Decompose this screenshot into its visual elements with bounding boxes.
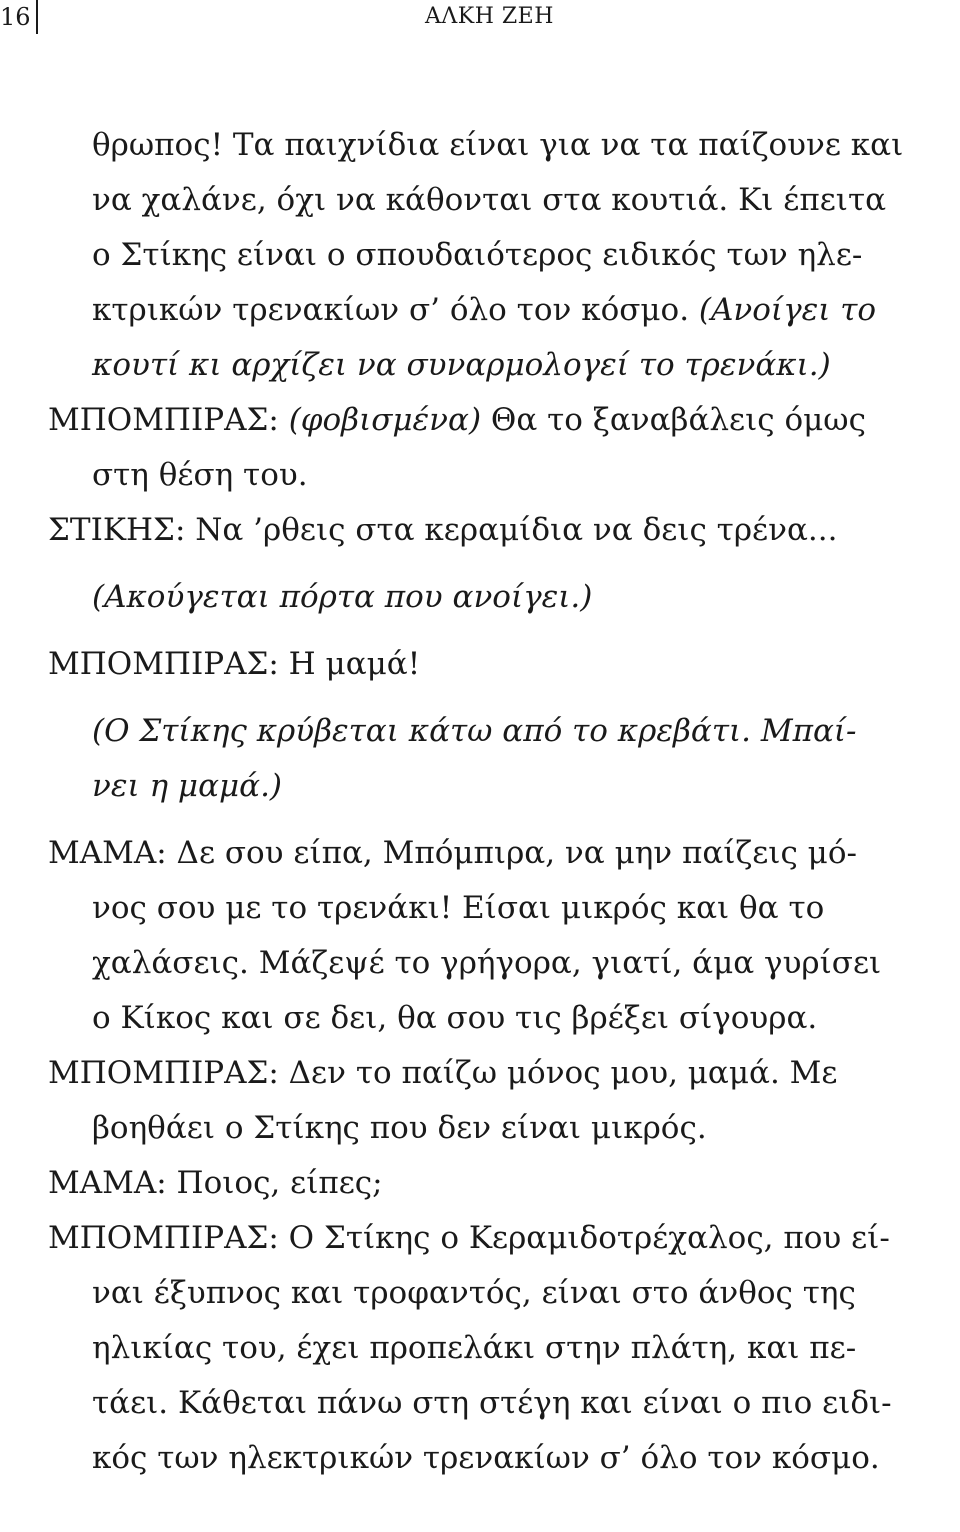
text-line: ο Κίκος και σε δει, θα σου τις βρέξει σίγουρα. [92,1000,818,1036]
text-line: βοηθάει ο Στίκης που δεν είναι μικρός. [92,1110,707,1146]
text-line: ηλικίας του, έχει προπελάκι στην πλάτη, και πε- [92,1330,857,1366]
stage-direction: (Ανοίγει το [698,292,877,328]
stage-direction: (φοβισμένα) [288,402,482,438]
page-number: 16 [0,3,31,31]
text-line [48,283,953,338]
running-title: ΑΛΚΗ ΖΕΗ [425,4,554,29]
page-body [48,118,953,1486]
text-line: τάει. Κάθεται πάνω στη στέγη και είναι ο πιο ειδι- [92,1385,892,1421]
stage-direction: (Ακούγεται πόρτα που ανοίγει.) [92,579,593,615]
text-line: ΜΠΟΜΠΙΡΑΣ: Ο Στίκης ο Κεραμιδοτρέχαλος, που εί- [48,1220,890,1256]
stage-direction: κουτί κι αρχίζει να συναρμολογεί το τρενάκι.) [92,347,831,383]
header-divider [36,0,38,34]
stage-direction: (Ο Στίκης κρύβεται κάτω από το κρεβάτι. Μπαί- [92,713,857,749]
text-line: θρωπος! Τα παιχνίδια είναι για να τα παίζουνε και [92,127,904,163]
text-line [48,393,953,448]
speaker-name: ΜΠΟΜΠΙΡΑΣ: [48,402,289,438]
text-line: ΜΠΟΜΠΙΡΑΣ: Δεν το παίζω μόνος μου, μαμά. Με [48,1055,838,1091]
text-line: ο Στίκης είναι ο σπουδαιότερος ειδικός των ηλε- [92,237,863,273]
text-line: να χαλάνε, όχι να κάθονται στα κουτιά. Κι έπειτα [92,182,887,218]
dialogue-text: Θα το ξαναβάλεις όμως [481,402,866,438]
text-line: νος σου με το τρενάκι! Είσαι μικρός και θα το [92,890,825,926]
dialogue-text: κτρικών τρενακίων σ’ όλο τον κόσμο. [92,292,699,328]
text-line: χαλάσεις. Μάζεψέ το γρήγορα, γιατί, άμα γυρίσει [92,945,882,981]
stage-direction: νει η μαμά.) [92,768,283,804]
text-line: κός των ηλεκτρικών τρενακίων σ’ όλο τον κόσμο. [92,1440,880,1476]
running-head [0,0,960,40]
text-line: ΜΑΜΑ: Ποιος, είπες; [48,1165,383,1201]
text-line: στη θέση του. [92,457,308,493]
text-line: ναι έξυπνος και τροφαντός, είναι στο άνθος της [92,1275,856,1311]
text-line: ΣΤΙΚΗΣ: Να ’ρθεις στα κεραμίδια να δεις τρένα... [48,512,838,548]
text-line: ΜΠΟΜΠΙΡΑΣ: Η μαμά! [48,646,421,682]
text-line: ΜΑΜΑ: Δε σου είπα, Μπόμπιρα, να μην παίζεις μό- [48,835,857,871]
